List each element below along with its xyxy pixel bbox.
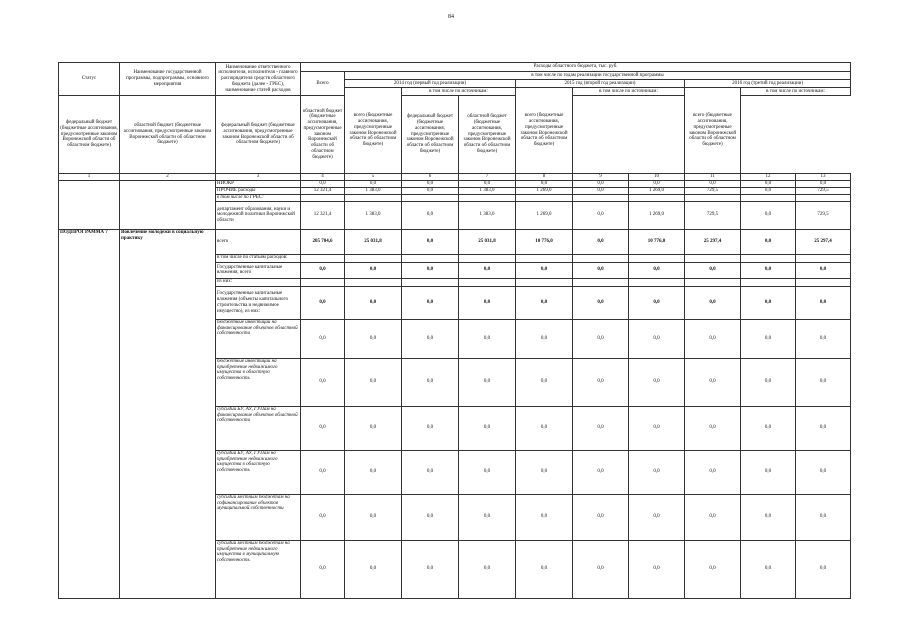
- value-cell: 0,0: [685, 180, 741, 187]
- status-cell: [59, 180, 120, 229]
- value-cell: 0,0: [459, 358, 516, 406]
- value-cell: 0,0: [301, 262, 345, 278]
- value-cell: 0,0: [573, 229, 629, 254]
- value-cell: [345, 278, 402, 286]
- value-cell: 25 031,8: [345, 229, 402, 254]
- value-cell: 0,0: [459, 494, 516, 540]
- header-col-total: всего (бюджетные ассигнования, предусмотренные законом Воронежской области об областном бюджете): [685, 88, 741, 174]
- value-cell: [685, 254, 741, 262]
- name-cell: Вовлечение молодежи в социальную практику: [120, 229, 216, 598]
- value-cell: [629, 254, 685, 262]
- col-number: 13: [796, 174, 851, 181]
- value-cell: [741, 194, 796, 201]
- row-label: бюджетные инвестиции на финансирование объектов областной собственности: [216, 319, 301, 358]
- value-cell: 729,5: [796, 201, 851, 229]
- value-cell: 0,0: [573, 494, 629, 540]
- row-label: из них:: [216, 278, 301, 286]
- value-cell: 0,0: [402, 229, 459, 254]
- value-cell: 0,0: [402, 540, 459, 598]
- value-cell: [516, 194, 573, 201]
- value-cell: [796, 254, 851, 262]
- col-number: 2: [120, 174, 216, 181]
- value-cell: 0,0: [796, 406, 851, 450]
- row-label: ПРОЧИЕ расходы: [216, 187, 301, 194]
- value-cell: 0,0: [741, 229, 796, 254]
- header-col-total: всего (бюджетные ассигнования, предусмотренные законом Воронежской области об областном бюджете): [345, 88, 402, 174]
- col-number: 12: [741, 174, 796, 181]
- value-cell: [685, 278, 741, 286]
- row-label: департамент образования, науки и молодежной политики Воронежской области: [216, 201, 301, 229]
- value-cell: 25 031,8: [459, 229, 516, 254]
- value-cell: 1 269,0: [516, 201, 573, 229]
- table-row: [59, 229, 851, 254]
- value-cell: 0,0: [741, 358, 796, 406]
- value-cell: 0,0: [741, 187, 796, 194]
- header-col-federal: федеральный бюджет (бюджетные ассигнования, предусмотренные законом Воронежской области об областном бюджете): [59, 96, 120, 174]
- value-cell: 0,0: [345, 286, 402, 319]
- value-cell: 1 383,0: [459, 187, 516, 194]
- header-total: Всего: [301, 72, 345, 96]
- value-cell: 0,0: [516, 358, 573, 406]
- value-cell: [741, 278, 796, 286]
- col-number: 8: [516, 174, 573, 181]
- header-executor: Наименование ответственного исполнителя, исполнителя - главного распорядителя средств областного бюджета (далее - ГРБС), наименование статей расходов: [216, 63, 301, 96]
- value-cell: 0,0: [741, 540, 796, 598]
- value-cell: 0,0: [345, 540, 402, 598]
- value-cell: 0,0: [573, 201, 629, 229]
- value-cell: 0,0: [516, 494, 573, 540]
- value-cell: 0,0: [459, 540, 516, 598]
- value-cell: 0,0: [573, 180, 629, 187]
- header-year-2014: 2014 год (первый год реализации): [345, 80, 516, 88]
- col-number: 4: [301, 174, 345, 181]
- header-by-sources: в том числе по источникам:: [741, 88, 851, 96]
- value-cell: 0,0: [301, 180, 345, 187]
- value-cell: 0,0: [573, 286, 629, 319]
- value-cell: 0,0: [459, 319, 516, 358]
- value-cell: [459, 254, 516, 262]
- value-cell: 0,0: [402, 406, 459, 450]
- value-cell: 1 269,0: [516, 187, 573, 194]
- value-cell: [516, 254, 573, 262]
- value-cell: 1 383,0: [459, 201, 516, 229]
- value-cell: 729,5: [685, 201, 741, 229]
- row-label: субсидии местным бюджетам на софинансирование объектов муниципальной собственности: [216, 494, 301, 540]
- value-cell: [402, 278, 459, 286]
- column-numbers-row: [59, 174, 851, 181]
- row-label: всего: [216, 229, 301, 254]
- value-cell: 1 269,0: [629, 187, 685, 194]
- value-cell: 0,0: [741, 180, 796, 187]
- value-cell: 0,0: [685, 262, 741, 278]
- header-col-regional: областной бюджет (бюджетные ассигнования, предусмотренные законом Воронежской области об областном бюджете): [120, 96, 216, 174]
- value-cell: 0,0: [402, 494, 459, 540]
- value-cell: [796, 194, 851, 201]
- header-col-regional: областной бюджет (бюджетные ассигнования, предусмотренные законом Воронежской области об областном бюджете): [459, 96, 516, 174]
- value-cell: 0,0: [516, 540, 573, 598]
- col-number: 9: [573, 174, 629, 181]
- status-cell: ПОДПРОГРАММА 7: [59, 229, 120, 598]
- value-cell: 0,0: [459, 262, 516, 278]
- value-cell: 0,0: [301, 319, 345, 358]
- row-label: субсидии БУ, АУ, ГУПам на приобретение недвижимого имущества в областную собственность: [216, 450, 301, 494]
- value-cell: 729,5: [796, 187, 851, 194]
- value-cell: 0,0: [796, 262, 851, 278]
- row-label: в том числе по статьям расходов:: [216, 254, 301, 262]
- col-number: 6: [402, 174, 459, 181]
- value-cell: 0,0: [629, 262, 685, 278]
- value-cell: 12 321,4: [301, 187, 345, 194]
- value-cell: 0,0: [301, 406, 345, 450]
- header-by-years: в том числе по годам реализации государственной программы: [345, 72, 851, 80]
- value-cell: 0,0: [459, 180, 516, 187]
- value-cell: 1 269,0: [629, 201, 685, 229]
- value-cell: [345, 254, 402, 262]
- value-cell: 0,0: [402, 450, 459, 494]
- value-cell: [301, 194, 345, 201]
- header-col-federal: федеральный бюджет (бюджетные ассигнования, предусмотренные законом Воронежской области об областном бюджете): [216, 96, 301, 174]
- value-cell: 0,0: [796, 540, 851, 598]
- value-cell: 0,0: [741, 201, 796, 229]
- col-number: 1: [59, 174, 120, 181]
- value-cell: 0,0: [573, 540, 629, 598]
- value-cell: 0,0: [629, 319, 685, 358]
- value-cell: 0,0: [345, 180, 402, 187]
- value-cell: 0,0: [345, 406, 402, 450]
- value-cell: [685, 194, 741, 201]
- value-cell: 0,0: [796, 319, 851, 358]
- value-cell: 0,0: [573, 187, 629, 194]
- value-cell: 0,0: [516, 406, 573, 450]
- value-cell: 0,0: [345, 319, 402, 358]
- value-cell: [345, 194, 402, 201]
- value-cell: 0,0: [741, 406, 796, 450]
- header-col-federal: федеральный бюджет (бюджетные ассигнования, предусмотренные законом Воронежской области об областном бюджете): [402, 96, 459, 174]
- value-cell: 729,5: [685, 187, 741, 194]
- value-cell: 0,0: [459, 406, 516, 450]
- page-number: 84: [448, 14, 454, 20]
- value-cell: 0,0: [516, 286, 573, 319]
- value-cell: [573, 254, 629, 262]
- value-cell: 0,0: [402, 187, 459, 194]
- value-cell: [573, 278, 629, 286]
- value-cell: 0,0: [573, 319, 629, 358]
- name-cell: [120, 180, 216, 229]
- value-cell: [402, 254, 459, 262]
- value-cell: [573, 194, 629, 201]
- value-cell: 0,0: [685, 494, 741, 540]
- value-cell: 0,0: [741, 319, 796, 358]
- value-cell: 12 321,4: [301, 201, 345, 229]
- value-cell: [301, 254, 345, 262]
- header-year-2016: 2016 год (третий год реализации): [685, 80, 851, 88]
- value-cell: 0,0: [685, 406, 741, 450]
- value-cell: [402, 194, 459, 201]
- value-cell: 10 776,0: [516, 229, 573, 254]
- value-cell: 0,0: [629, 540, 685, 598]
- value-cell: 0,0: [301, 450, 345, 494]
- value-cell: 0,0: [573, 262, 629, 278]
- col-number: 5: [345, 174, 402, 181]
- col-number: 10: [629, 174, 685, 181]
- value-cell: 0,0: [345, 494, 402, 540]
- value-cell: 0,0: [685, 450, 741, 494]
- value-cell: 0,0: [629, 450, 685, 494]
- value-cell: 25 297,4: [685, 229, 741, 254]
- budget-table: [58, 62, 851, 599]
- value-cell: 0,0: [741, 494, 796, 540]
- header-col-regional: областной бюджет (бюджетные ассигнования, предусмотренные законом Воронежской области об областном бюджете): [301, 96, 345, 174]
- value-cell: 1 383,0: [345, 201, 402, 229]
- value-cell: 0,0: [345, 262, 402, 278]
- value-cell: 0,0: [741, 286, 796, 319]
- row-label: НИОКР: [216, 180, 301, 187]
- value-cell: [459, 194, 516, 201]
- value-cell: 0,0: [629, 494, 685, 540]
- value-cell: 1 383,0: [345, 187, 402, 194]
- value-cell: 0,0: [402, 286, 459, 319]
- value-cell: 0,0: [459, 450, 516, 494]
- value-cell: 0,0: [459, 286, 516, 319]
- row-label: субсидии БУ, АУ, ГУПам на финансирование объектов областной собственности: [216, 406, 301, 450]
- value-cell: 0,0: [629, 180, 685, 187]
- value-cell: 0,0: [629, 358, 685, 406]
- value-cell: [301, 278, 345, 286]
- header-status: Статус: [59, 63, 120, 96]
- header-by-sources: в том числе по источникам:: [573, 88, 685, 96]
- value-cell: 0,0: [402, 262, 459, 278]
- value-cell: 0,0: [796, 494, 851, 540]
- header-col-total: всего (бюджетные ассигнования, предусмотренные законом Воронежской области об областном бюджете): [516, 88, 573, 174]
- col-number: 11: [685, 174, 741, 181]
- value-cell: 0,0: [402, 180, 459, 187]
- value-cell: 0,0: [573, 406, 629, 450]
- value-cell: 0,0: [402, 319, 459, 358]
- value-cell: [796, 278, 851, 286]
- row-label: бюджетные инвестиции на приобретение недвижимого имущества в областную собственность: [216, 358, 301, 406]
- row-label: в том числе по ГРБС:: [216, 194, 301, 201]
- value-cell: 0,0: [345, 358, 402, 406]
- value-cell: 0,0: [301, 494, 345, 540]
- row-label: субсидии местным бюджетам на приобретение недвижимого имущества в муниципальную собственность: [216, 540, 301, 598]
- value-cell: 205 704,6: [301, 229, 345, 254]
- value-cell: [629, 194, 685, 201]
- value-cell: 0,0: [301, 540, 345, 598]
- value-cell: 0,0: [301, 286, 345, 319]
- value-cell: 0,0: [402, 201, 459, 229]
- value-cell: 0,0: [741, 450, 796, 494]
- value-cell: 0,0: [796, 286, 851, 319]
- value-cell: 0,0: [516, 180, 573, 187]
- value-cell: 25 297,4: [796, 229, 851, 254]
- value-cell: 0,0: [516, 262, 573, 278]
- header-by-sources: в том числе по источникам:: [402, 88, 516, 96]
- value-cell: 0,0: [685, 540, 741, 598]
- value-cell: 0,0: [402, 358, 459, 406]
- value-cell: 0,0: [629, 406, 685, 450]
- value-cell: 0,0: [796, 180, 851, 187]
- value-cell: 0,0: [685, 358, 741, 406]
- row-label: Государственные капитальные вложения (объекты капитального строительства и недвижимое имущество), из них:: [216, 286, 301, 319]
- value-cell: 0,0: [516, 319, 573, 358]
- header-year-2015: 2015 год (второй год реализации): [516, 80, 685, 88]
- value-cell: [741, 254, 796, 262]
- value-cell: 0,0: [796, 450, 851, 494]
- value-cell: 0,0: [685, 286, 741, 319]
- value-cell: [516, 278, 573, 286]
- value-cell: 0,0: [573, 358, 629, 406]
- value-cell: [459, 278, 516, 286]
- value-cell: 0,0: [685, 319, 741, 358]
- value-cell: 0,0: [796, 358, 851, 406]
- value-cell: 10 776,0: [629, 229, 685, 254]
- row-label: Государственные капитальные вложения, всего: [216, 262, 301, 278]
- value-cell: 0,0: [741, 262, 796, 278]
- value-cell: 0,0: [516, 450, 573, 494]
- value-cell: 0,0: [301, 358, 345, 406]
- header-expenses: Расходы областного бюджета, тыс. руб.: [301, 63, 851, 72]
- col-number: 7: [459, 174, 516, 181]
- value-cell: [629, 278, 685, 286]
- table-row: [59, 180, 851, 187]
- value-cell: 0,0: [345, 450, 402, 494]
- value-cell: 0,0: [573, 450, 629, 494]
- col-number: 3: [216, 174, 301, 181]
- value-cell: 0,0: [629, 286, 685, 319]
- header-name: Наименование государственной программы, подпрограммы, основного мероприятия: [120, 63, 216, 96]
